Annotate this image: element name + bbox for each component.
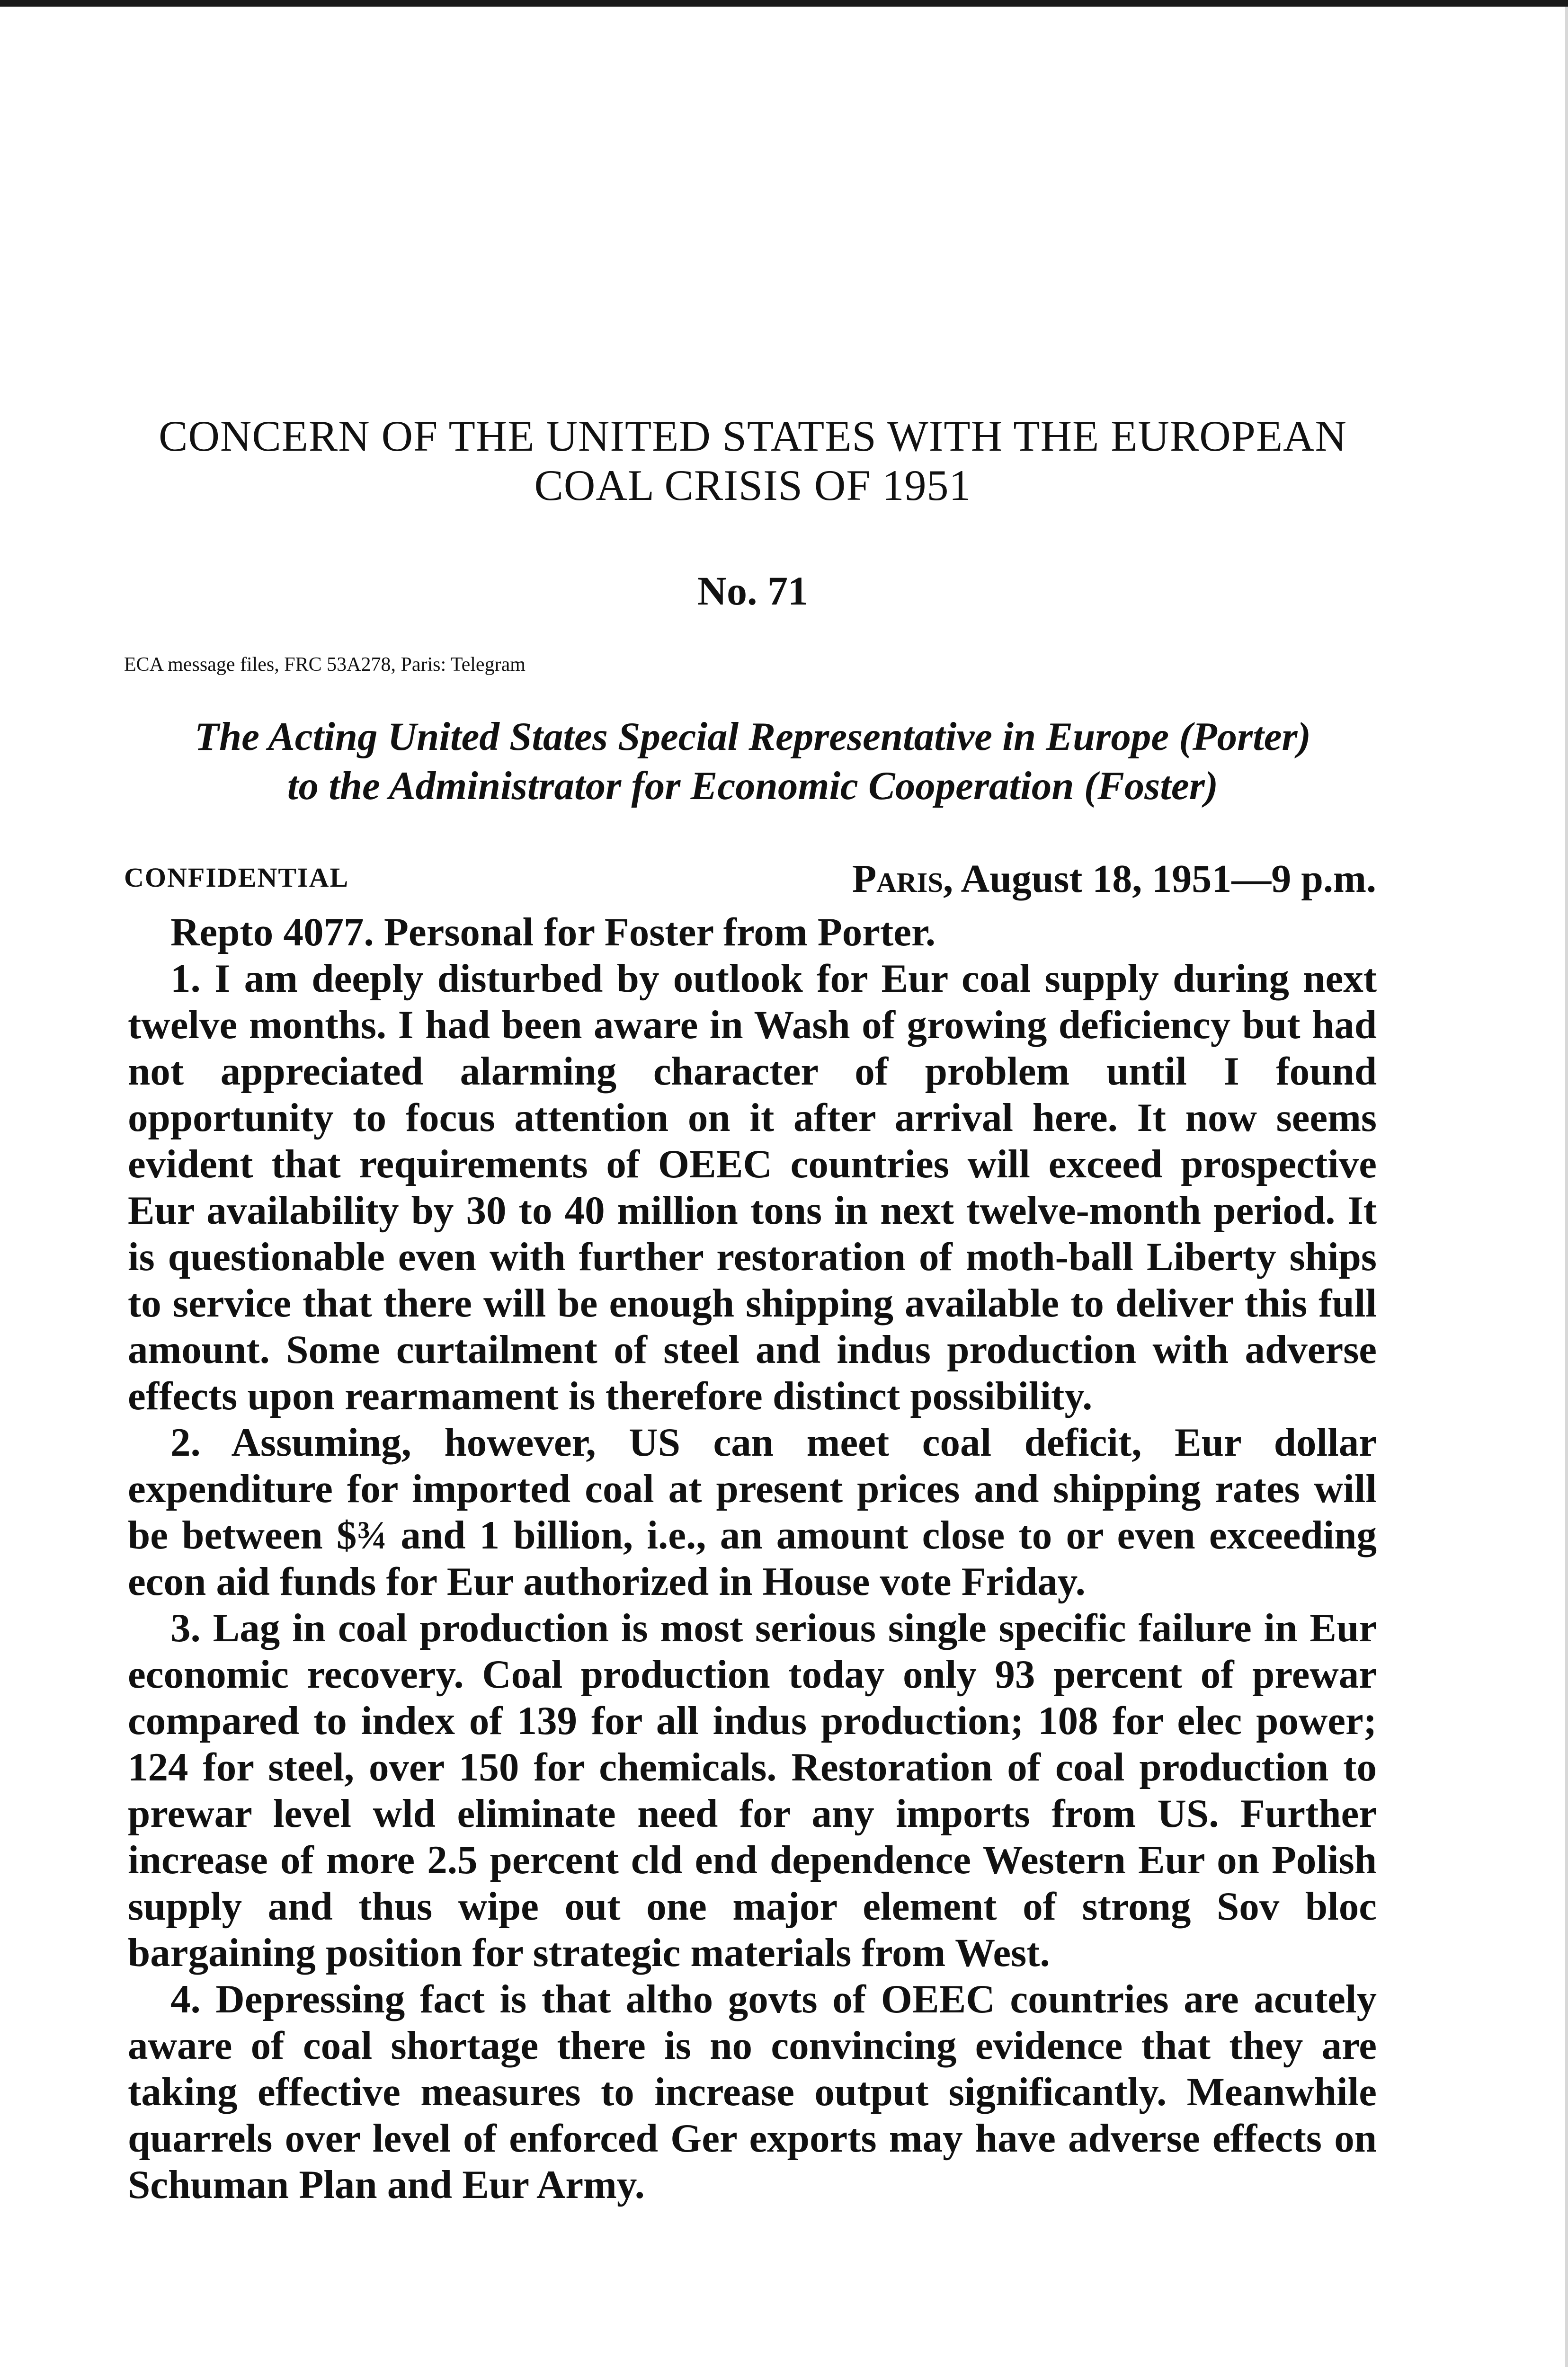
classification-label: CONFIDENTIAL	[124, 862, 349, 893]
document-title	[130, 712, 1375, 810]
page-edge-shadow	[1565, 7, 1568, 2367]
chapter-heading-line-1: CONCERN OF THE UNITED STATES WITH THE EUROPEAN	[159, 412, 1347, 460]
telegram-body	[128, 909, 1377, 2208]
source-note: ECA message files, FRC 53A278, Paris: Telegram	[124, 654, 526, 676]
paragraph-1: 1. I am deeply disturbed by outlook for Eur coal supply during next twelve months. I had been aware in Wash of growing deficiency but had not appreciated alarming character of problem until I found opportunity to focus attention on it after arrival here. It now seems evident that requirements of OEEC countries will exceed prospective Eur availability by 30 to 40 million tons in next twelve-month period. It is questionable even with further restoration of moth-ball Liberty ships to service that there will be enough shipping available to deliver this full amount. Some curtailment of steel and indus production with adverse effects upon rearmament is therefore distinct possibility.	[128, 956, 1377, 1418]
top-border-rule	[0, 0, 1568, 7]
dateline-place: Paris,	[852, 857, 953, 901]
paragraph-2: 2. Assuming, however, US can meet coal deficit, Eur dollar expenditure for imported coal at present prices and shipping rates will be between $¾ and 1 billion, i.e., an amount close to or even exceeding econ aid funds for Eur authorized in House vote Friday.	[128, 1420, 1377, 1604]
document-title-line-1: The Acting United States Special Representative in Europe (Porter)	[195, 714, 1311, 759]
paragraph-reference: Repto 4077. Personal for Foster from Porter.	[170, 910, 936, 954]
chapter-heading	[130, 412, 1375, 510]
dateline	[852, 856, 1376, 902]
chapter-heading-line-2: COAL CRISIS OF 1951	[534, 461, 971, 509]
paragraph-3: 3. Lag in coal production is most serious single specific failure in Eur economic recovery. Coal production today only 93 percent of prewar compared to index of 139 for all indus production; 108 for elec power; 124 for steel, over 150 for chemicals. Restoration of coal production to prewar level wld eliminate need for any imports from US. Further increase of more 2.5 percent cld end dependence Western Eur on Polish supply and thus wipe out one major element of strong Sov bloc bargaining position for strategic materials from West.	[128, 1606, 1377, 1975]
document-number: No. 71	[697, 568, 809, 614]
dateline-date-time: August 18, 1951—9 p.m.	[953, 857, 1376, 901]
document-title-line-2: to the Administrator for Economic Cooperation (Foster)	[287, 763, 1219, 808]
paragraph-4: 4. Depressing fact is that altho govts of OEEC countries are acutely aware of coal shortage there is no convincing evidence that they are taking effective measures to increase output significantly. Meanwhile quarrels over level of enforced Ger exports may have adverse effects on Schuman Plan and Eur Army.	[128, 1977, 1377, 2207]
